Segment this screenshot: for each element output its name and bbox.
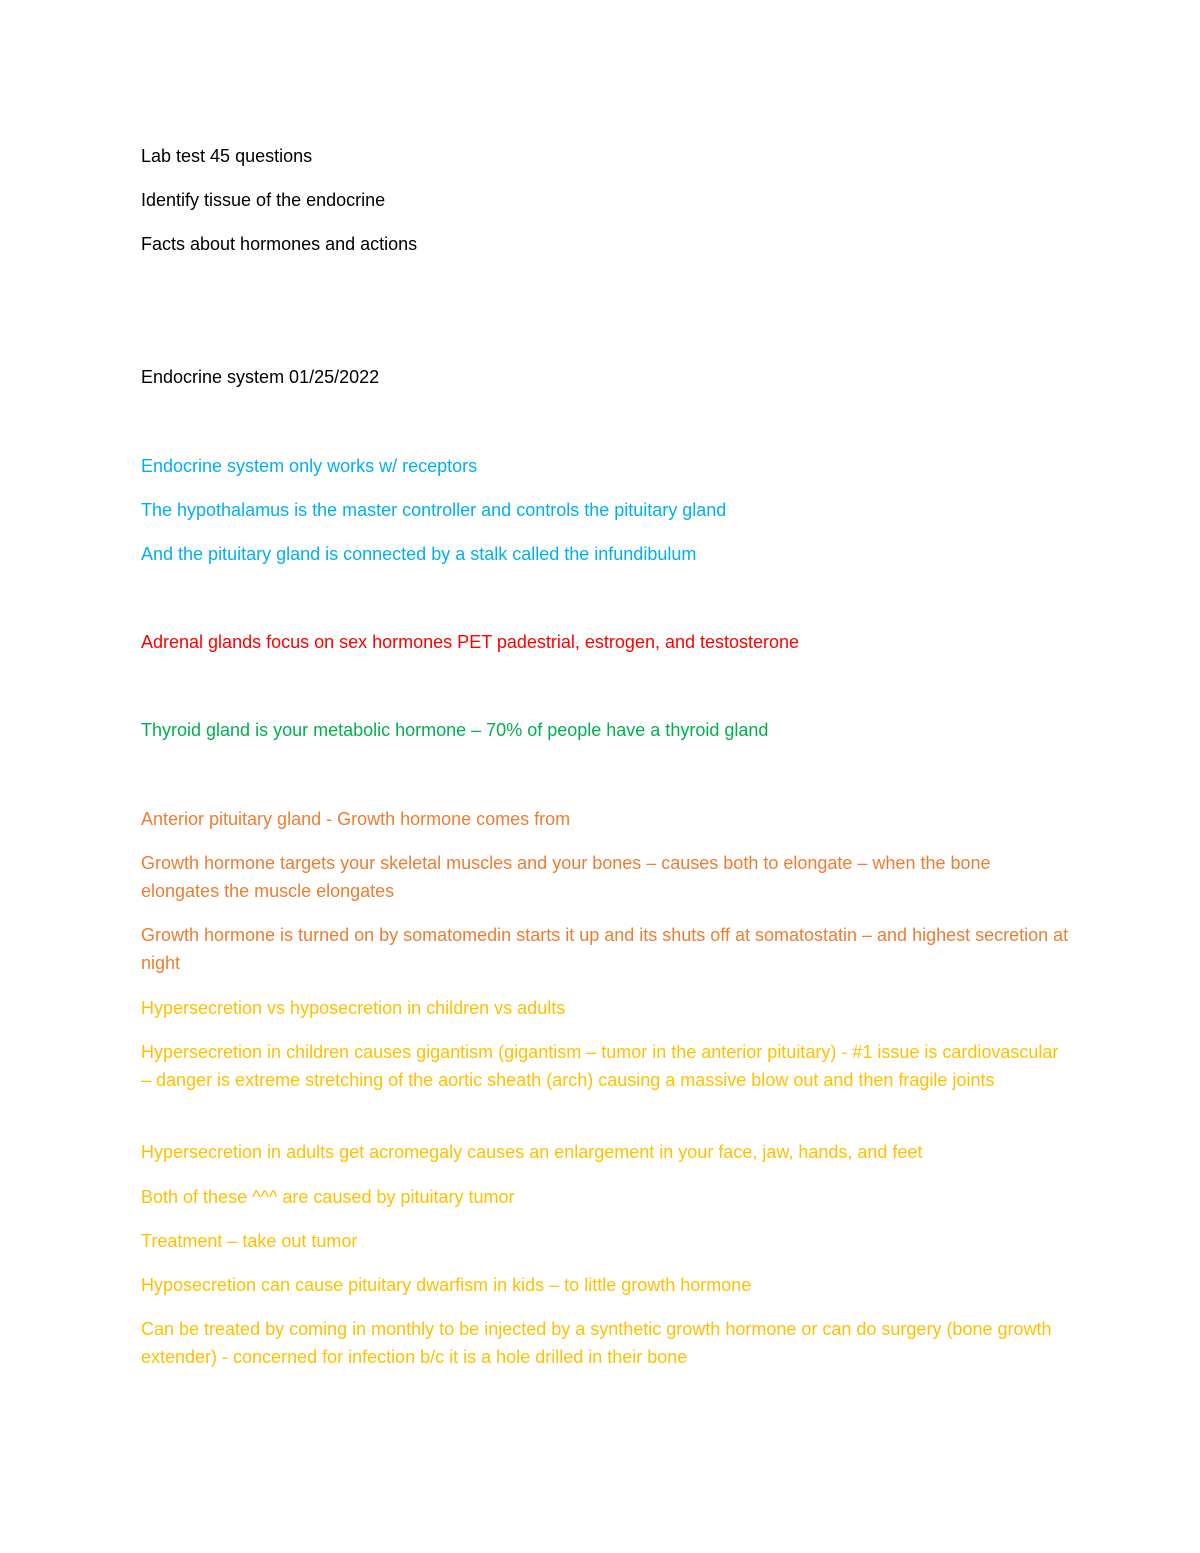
note-gigantism: Hypersecretion in children causes gigantism (gigantism – tumor in the anterior pituitary) - #1 issue is cardiovascular – danger is extreme stretching of the aortic sheath (arch) causing a massive blow out and then fragile joints — [141, 1042, 1059, 1090]
note-receptors: Endocrine system only works w/ receptors — [141, 456, 478, 476]
note-growth-hormone-targets: Growth hormone targets your skeletal muscles and your bones – causes both to elongate – when the bone elongates the muscle elongates — [141, 853, 991, 901]
note-acromegaly: Hypersecretion in adults get acromegaly causes an enlargement in your face, jaw, hands, and feet — [141, 1142, 923, 1162]
section-heading: Endocrine system 01/25/2022 — [141, 367, 380, 387]
note-adrenal-glands: Adrenal glands focus on sex hormones PET padestrial, estrogen, and testosterone — [141, 632, 800, 652]
intro-line-facts: Facts about hormones and actions — [141, 234, 418, 254]
note-hypothalamus: The hypothalamus is the master controller and controls the pituitary gland — [141, 500, 727, 520]
note-treatment: Treatment – take out tumor — [141, 1231, 358, 1251]
intro-line-identify-tissue: Identify tissue of the endocrine — [141, 190, 386, 210]
note-hyper-vs-hypo: Hypersecretion vs hyposecretion in children vs adults — [141, 998, 566, 1018]
note-anterior-pituitary: Anterior pituitary gland - Growth hormone comes from — [141, 809, 571, 829]
note-synthetic-treatment: Can be treated by coming in monthly to be injected by a synthetic growth hormone or can do surgery (bone growth extender) - concerned for infection b/c it is a hole drilled in their bone — [141, 1319, 1052, 1367]
note-thyroid-gland: Thyroid gland is your metabolic hormone – 70% of people have a thyroid gland — [141, 720, 769, 740]
intro-line-lab-test: Lab test 45 questions — [141, 146, 313, 166]
note-infundibulum: And the pituitary gland is connected by a stalk called the infundibulum — [141, 544, 697, 564]
note-growth-hormone-regulation: Growth hormone is turned on by somatomedin starts it up and its shuts off at somatostatin – and highest secretion at night — [141, 925, 1069, 973]
note-dwarfism: Hyposecretion can cause pituitary dwarfism in kids – to little growth hormone — [141, 1275, 752, 1295]
note-pituitary-tumor: Both of these ^^^ are caused by pituitary tumor — [141, 1187, 515, 1207]
